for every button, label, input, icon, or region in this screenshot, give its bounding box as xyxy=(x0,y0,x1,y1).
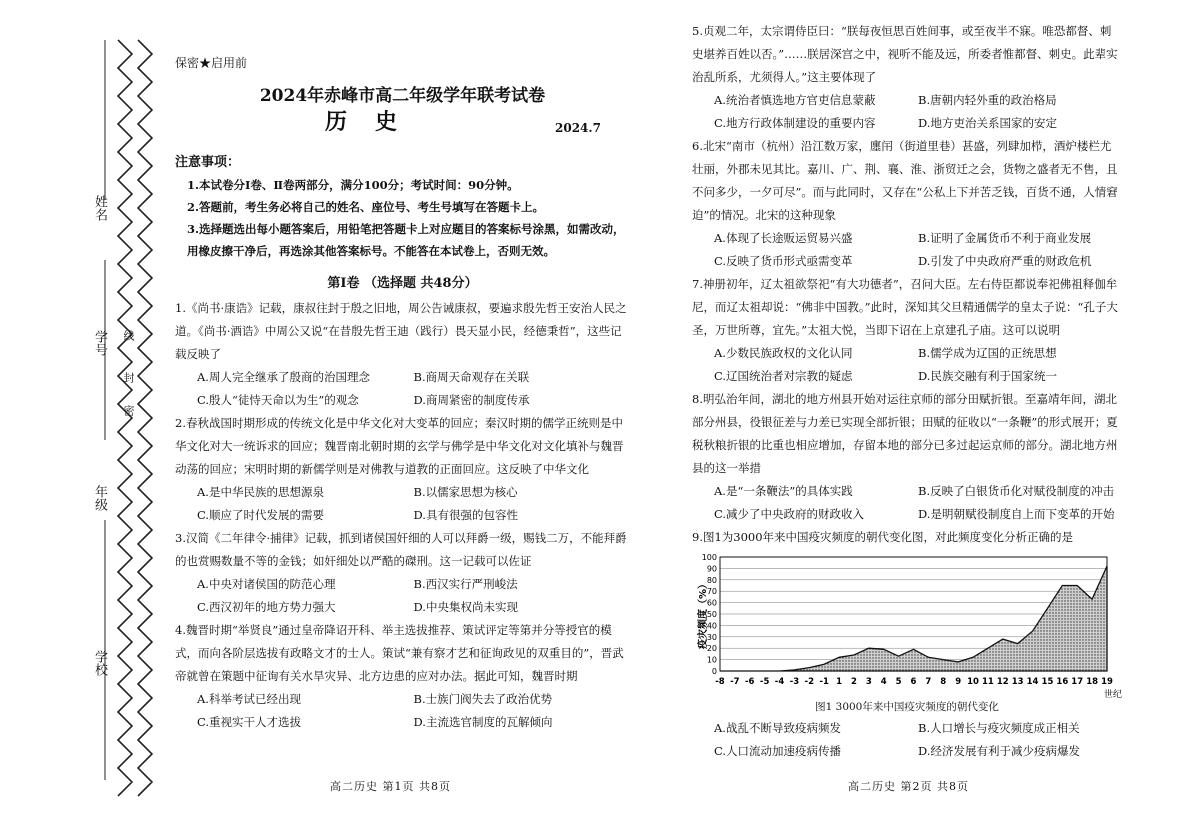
x-tick-label: 7 xyxy=(925,677,932,687)
question-stem: 8.明弘治年间，湖北的地方州县开始对运往京师的部分田赋折银。至嘉靖年间，湖北部分州县，役银征差与力差已实现全部折银；田赋的征收以“一条鞭”的形式展开；夏税秋粮折银的比重也相应增加，存留本地的部分已多过起运京师的部分。湖北地方州县的这一举措 xyxy=(692,392,1118,475)
seal-secret-char: 密 xyxy=(122,405,135,416)
question-stem: 1.《尚书·康诰》记载，康叔往封于殷之旧地，周公告诫康叔，要遍求殷先哲王安治人民之道。《尚书·酒诰》中周公又说“在昔殷先哲王迪（践行）畏天显小民，经德秉哲”，这些记载反映了 xyxy=(175,301,627,361)
option-d: D.民族交融有利于国家统一 xyxy=(918,369,1057,383)
x-tick-label: 14 xyxy=(1026,677,1039,687)
y-axis-label: 疫灾频度（%） xyxy=(698,578,709,649)
question-2 xyxy=(175,412,630,527)
x-axis-label: 世纪 xyxy=(1104,690,1122,699)
x-tick-label: -2 xyxy=(804,677,815,687)
option-c: C.西汉初年的地方势力强大 xyxy=(197,600,336,614)
option-list xyxy=(175,366,630,412)
option-d: D.地方吏治关系国家的安定 xyxy=(918,116,1057,130)
y-tick-label: 70 xyxy=(706,587,717,597)
name-label: 姓名 xyxy=(92,195,107,221)
option-list xyxy=(692,89,1122,135)
option-list xyxy=(692,227,1122,273)
question-stem: 2.春秋战国时期形成的传统文化是中华文化对大变革的回应；秦汉时期的儒学正统则是中华文化对大一统诉求的回应；魏晋南北朝时期的玄学与佛学是中华文化对文化填补与魏晋动荡的回应；宋明时期的新儒学则是对佛教与道教的正面回应。这反映了中华文化 xyxy=(175,416,624,476)
x-tick-label: -3 xyxy=(789,677,800,687)
x-tick-label: 16 xyxy=(1056,677,1069,687)
option-d: D.是明朝赋役制度自上而下变革的开始 xyxy=(918,507,1115,521)
y-tick-label: 60 xyxy=(706,598,717,608)
option-c: C.殷人“徒恃天命以为生”的观念 xyxy=(197,393,359,407)
option-list xyxy=(175,688,630,734)
x-tick-label: -1 xyxy=(819,677,829,687)
x-tick-label: 10 xyxy=(967,677,979,687)
notice-3: 3.选择题选出每小题答案后，用铅笔把答题卡上对应题目的答案标号涂黑，如需改动，用橡皮擦干净后，再选涂其他答案标号。不能答在本试卷上，否则无效。 xyxy=(187,222,625,258)
question-4 xyxy=(175,619,630,734)
question-stem: 5.贞观二年，太宗谓侍臣曰：“朕每夜恒思百姓间事，或至夜半不寐。唯恐都督、刺史堪养百姓以否。”……朕居深宫之中，视听不能及远，所委者惟都督、刺史。此辈实治乱所系，尤须得人。”这主要体现了 xyxy=(692,24,1118,84)
option-list xyxy=(692,717,1122,763)
exam-page-1 xyxy=(175,52,630,782)
option-b: B.西汉实行严刑峻法 xyxy=(413,577,518,591)
frequency-area xyxy=(720,566,1107,671)
x-tick-label: -7 xyxy=(730,677,740,687)
option-b: B.唐朝内轻外重的政治格局 xyxy=(918,93,1057,107)
option-a: A.科举考试已经出现 xyxy=(197,692,301,706)
option-list xyxy=(692,480,1122,526)
y-tick-label: 10 xyxy=(706,655,717,665)
option-a: A.统治者慎选地方官吏信息蒙蔽 xyxy=(714,93,876,107)
subject-title: 历史 xyxy=(325,109,426,135)
x-tick-label: 2 xyxy=(851,677,857,687)
option-a: A.中央对诸侯国的防范心理 xyxy=(197,577,336,591)
option-b: B.反映了白银货币化对赋役制度的冲击 xyxy=(918,484,1115,498)
notice-2: 2.答题前，考生务必将自己的姓名、座位号、考生号填写在答题卡上。 xyxy=(187,200,545,214)
option-b: B.士族门阀失去了政治优势 xyxy=(413,692,553,706)
question-1 xyxy=(175,297,630,412)
option-a: A.周人完全继承了殷商的治国理念 xyxy=(197,370,370,384)
notice-1: 1.本试卷分Ⅰ卷、Ⅱ卷两部分，满分100分；考试时间：90分钟。 xyxy=(187,178,519,192)
y-tick-label: 30 xyxy=(706,632,717,642)
y-tick-label: 50 xyxy=(706,610,717,619)
option-d: D.主流选官制度的瓦解倾向 xyxy=(413,715,553,729)
y-tick-label: 90 xyxy=(706,564,717,574)
option-a: A.是中华民族的思想源泉 xyxy=(197,485,324,499)
x-tick-label: 18 xyxy=(1086,677,1099,687)
exam-page-2 xyxy=(692,20,1122,782)
seal-line-char: 线 xyxy=(122,330,135,341)
x-tick-label: 9 xyxy=(955,677,962,687)
x-tick-label: 15 xyxy=(1041,677,1054,687)
x-tick-label: 19 xyxy=(1101,677,1113,687)
option-c: C.重视实干人才选拔 xyxy=(197,715,302,729)
x-tick-label: 12 xyxy=(996,677,1009,687)
subject-row xyxy=(175,109,630,145)
page-2-footer: 高二历史 第2页 共8页 xyxy=(848,780,969,793)
y-tick-label: 100 xyxy=(701,553,717,562)
x-tick-label: 17 xyxy=(1071,677,1084,687)
x-tick-label: -5 xyxy=(759,677,770,687)
x-tick-label: 3 xyxy=(865,677,872,687)
option-list xyxy=(175,573,630,619)
option-b: B.商周天命观存在关联 xyxy=(413,370,530,384)
option-d: D.经济发展有利于减少疫病爆发 xyxy=(918,744,1080,758)
question-stem: 4.魏晋时期“举贤良”通过皇帝降诏开科、举主选拔推荐、策试评定等第并分等授官的模式，而向各阶层选拔有政略文才的士人。策试“兼有察才艺和征询政见的双重目的”，晋武帝就曾在策题中征询有关水旱灾异、北方边患的应对办法。据此可知，魏晋时期 xyxy=(175,623,624,683)
question-stem: 6.北宋“南市（杭州）沿江数万家，廛闬（街道里巷）甚盛，列肆加栉，酒炉楼栏尤壮丽，外郡未见其比。嘉川、广、荆、襄、淮、浙贸迁之会，货物之盛者无不售，且不问多少，一夕可尽”。而与此同时，又存在“公私上下并苦乏钱，百货不通，人情窘迫”的情况。北宋的这种现象 xyxy=(692,139,1118,222)
option-b: B.人口增长与疫灾频度成正相关 xyxy=(918,721,1080,735)
option-c: C.反映了货币形式亟需变革 xyxy=(714,254,853,268)
option-d: D.具有很强的包容性 xyxy=(413,508,518,522)
exam-title: 2024年赤峰市高二年级学年联考试卷 xyxy=(259,86,546,106)
option-list xyxy=(175,481,630,527)
y-tick-label: 40 xyxy=(706,621,717,631)
option-c: C.地方行政体制建设的重要内容 xyxy=(714,116,876,130)
epidemic-frequency-chart xyxy=(692,549,1122,699)
x-tick-label: 6 xyxy=(910,677,917,687)
x-tick-label: -4 xyxy=(774,677,785,687)
option-list xyxy=(692,342,1122,388)
y-tick-label: 80 xyxy=(706,575,717,585)
x-tick-label: -8 xyxy=(715,677,725,687)
x-tick-label: 1 xyxy=(836,677,843,687)
x-tick-label: 8 xyxy=(940,677,947,687)
option-a: A.战乱不断导致疫病频发 xyxy=(714,721,841,735)
question-8 xyxy=(692,388,1122,526)
confidential-mark: 保密★启用前 xyxy=(175,56,248,70)
question-5 xyxy=(692,20,1122,135)
option-b: B.证明了金属货币不利于商业发展 xyxy=(918,231,1092,245)
option-d: D.引发了中央政府严重的财政危机 xyxy=(918,254,1092,268)
page-1-footer: 高二历史 第1页 共8页 xyxy=(330,780,451,793)
seal-seal-char: 封 xyxy=(122,372,135,383)
exam-date: 2024.7 xyxy=(555,121,601,135)
question-9 xyxy=(692,526,1122,763)
option-d: D.商周紧密的制度传承 xyxy=(413,393,530,407)
question-stem: 3.汉简《二年律令·捕律》记载，抓到诸侯国奸细的人可以拜爵一级，赐钱二万，不能拜爵的也赏赐数量不等的金钱；如奸细处以严酷的磔刑。这一记载可以佐证 xyxy=(175,531,627,568)
option-a: A.体现了长途贩运贸易兴盛 xyxy=(714,231,853,245)
grade-label: 年级 xyxy=(92,485,107,511)
x-tick-label: -6 xyxy=(745,677,755,687)
option-b: B.儒学成为辽国的正统思想 xyxy=(918,346,1057,360)
binding-zigzag-border xyxy=(0,0,165,813)
question-7 xyxy=(692,273,1122,388)
question-6 xyxy=(692,135,1122,273)
figure-1-chart xyxy=(692,549,1122,699)
x-tick-label: 11 xyxy=(982,677,994,687)
x-tick-label: 4 xyxy=(880,677,887,687)
question-3 xyxy=(175,527,630,619)
option-c: C.辽国统治者对宗教的疑虑 xyxy=(714,369,853,383)
option-c: C.人口流动加速疫病传播 xyxy=(714,744,842,758)
y-tick-label: 0 xyxy=(711,667,717,676)
section-heading: 第Ⅰ卷 （选择题 共48分） xyxy=(327,276,478,291)
x-tick-label: 5 xyxy=(895,677,902,687)
option-c: C.顺应了时代发展的需要 xyxy=(197,508,325,522)
student-id-label: 学号 xyxy=(92,330,107,356)
y-tick-label: 20 xyxy=(706,644,717,654)
option-a: A.是“一条鞭法”的具体实践 xyxy=(714,484,853,498)
option-c: C.减少了中央政府的财政收入 xyxy=(714,507,865,521)
x-tick-label: 13 xyxy=(1011,677,1024,687)
option-b: B.以儒家思想为核心 xyxy=(413,485,518,499)
option-a: A.少数民族政权的文化认同 xyxy=(714,346,853,360)
question-stem: 9.图1为3000年来中国疫灾频度的朝代变化图，对此频度变化分析正确的是 xyxy=(692,530,1074,544)
notice-heading: 注意事项： xyxy=(175,155,241,170)
option-d: D.中央集权尚未实现 xyxy=(413,600,518,614)
binding-margin xyxy=(0,0,165,813)
school-label: 学校 xyxy=(92,650,107,676)
question-stem: 7.神册初年，辽太祖欲祭祀“有大功德者”，召问大臣。左右侍臣都说奉祀佛祖释伽牟尼，而辽太祖却说：“佛非中国教。”此时，深知其父旦精通儒学的皇太子说：“孔子大圣，万世所尊，宜先。”太祖大悦，当即下诏在上京建孔子庙。这可以说明 xyxy=(692,277,1118,337)
figure-caption: 图1 3000年来中国疫灾频度的朝代变化 xyxy=(815,701,999,713)
